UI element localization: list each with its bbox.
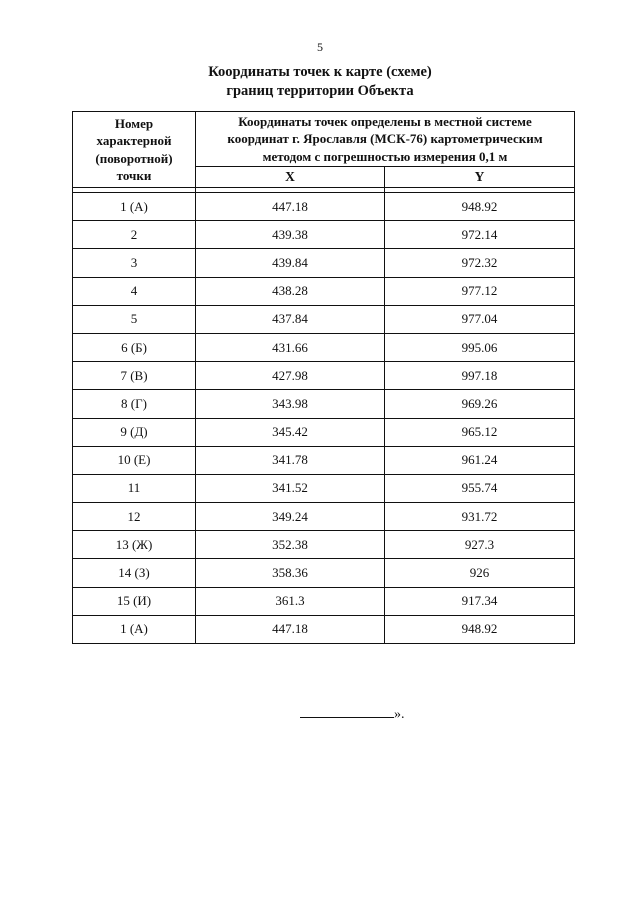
cell-point-number: 13 (Ж) bbox=[73, 531, 196, 559]
cell-y: 969.26 bbox=[385, 390, 575, 418]
cell-x: 447.18 bbox=[196, 193, 385, 221]
table-row bbox=[73, 277, 575, 305]
cell-x: 437.84 bbox=[196, 305, 385, 333]
cell-point-number: 2 bbox=[73, 221, 196, 249]
table-row bbox=[73, 446, 575, 474]
cell-x: 343.98 bbox=[196, 390, 385, 418]
table-row bbox=[73, 418, 575, 446]
cell-point-number: 3 bbox=[73, 249, 196, 277]
table-row bbox=[73, 221, 575, 249]
header-point-line-3: (поворотной) bbox=[95, 150, 173, 166]
cell-point-number: 15 (И) bbox=[73, 587, 196, 615]
cell-point-number: 1 (А) bbox=[73, 615, 196, 643]
cell-y: 977.12 bbox=[385, 277, 575, 305]
document-title bbox=[0, 63, 640, 101]
header-point-number bbox=[73, 112, 196, 188]
cell-y: 972.14 bbox=[385, 221, 575, 249]
cell-x: 341.52 bbox=[196, 474, 385, 502]
cell-point-number: 5 bbox=[73, 305, 196, 333]
cell-point-number: 9 (Д) bbox=[73, 418, 196, 446]
header-y: Y bbox=[385, 166, 575, 187]
cell-point-number: 4 bbox=[73, 277, 196, 305]
table-row bbox=[73, 615, 575, 643]
cell-x: 349.24 bbox=[196, 503, 385, 531]
cell-point-number: 11 bbox=[73, 474, 196, 502]
table-row bbox=[73, 193, 575, 221]
header-coords-line-3: методом с погрешностью измерения 0,1 м bbox=[262, 148, 508, 164]
closing-quote: ». bbox=[394, 707, 405, 722]
table-row bbox=[73, 503, 575, 531]
cell-y: 927.3 bbox=[385, 531, 575, 559]
cell-y: 961.24 bbox=[385, 446, 575, 474]
cell-y: 917.34 bbox=[385, 587, 575, 615]
cell-x: 358.36 bbox=[196, 559, 385, 587]
cell-point-number: 1 (А) bbox=[73, 193, 196, 221]
cell-x: 352.38 bbox=[196, 531, 385, 559]
page-number: 5 bbox=[317, 40, 323, 54]
header-point-line-2: характерной bbox=[96, 133, 172, 148]
cell-point-number: 14 (З) bbox=[73, 559, 196, 587]
cell-x: 341.78 bbox=[196, 446, 385, 474]
table-row bbox=[73, 333, 575, 361]
table-row bbox=[73, 390, 575, 418]
cell-y: 997.18 bbox=[385, 362, 575, 390]
cell-y: 977.04 bbox=[385, 305, 575, 333]
title-line-1: Координаты точек к карте (схеме) bbox=[208, 64, 432, 80]
table-row bbox=[73, 587, 575, 615]
footer-signature-line bbox=[300, 705, 405, 723]
cell-y: 948.92 bbox=[385, 615, 575, 643]
cell-x: 361.3 bbox=[196, 587, 385, 615]
cell-y: 972.32 bbox=[385, 249, 575, 277]
blank-line bbox=[300, 705, 394, 718]
table-row bbox=[73, 362, 575, 390]
cell-x: 431.66 bbox=[196, 333, 385, 361]
cell-point-number: 12 bbox=[73, 503, 196, 531]
table-row bbox=[73, 531, 575, 559]
title-line-2: границ территории Объекта bbox=[226, 83, 414, 99]
table-row bbox=[73, 249, 575, 277]
cell-x: 438.28 bbox=[196, 277, 385, 305]
cell-point-number: 7 (В) bbox=[73, 362, 196, 390]
header-coordinates bbox=[196, 112, 575, 167]
cell-y: 948.92 bbox=[385, 193, 575, 221]
cell-x: 345.42 bbox=[196, 418, 385, 446]
table-row bbox=[73, 559, 575, 587]
cell-x: 447.18 bbox=[196, 615, 385, 643]
cell-y: 931.72 bbox=[385, 503, 575, 531]
cell-y: 955.74 bbox=[385, 474, 575, 502]
cell-y: 965.12 bbox=[385, 418, 575, 446]
coordinates-table bbox=[72, 111, 575, 644]
header-coords-line-1: Координаты точек определены в местной системе bbox=[238, 113, 532, 129]
cell-point-number: 8 (Г) bbox=[73, 390, 196, 418]
header-point-line-1: Номер bbox=[114, 115, 154, 131]
cell-y: 995.06 bbox=[385, 333, 575, 361]
cell-x: 439.84 bbox=[196, 249, 385, 277]
header-x: X bbox=[196, 166, 385, 187]
cell-x: 427.98 bbox=[196, 362, 385, 390]
table-row bbox=[73, 305, 575, 333]
cell-x: 439.38 bbox=[196, 221, 385, 249]
header-coords-line-2: координат г. Ярославля (МСК-76) картометрическим bbox=[227, 131, 543, 147]
table-row bbox=[73, 474, 575, 502]
cell-point-number: 10 (Е) bbox=[73, 446, 196, 474]
header-point-line-4: точки bbox=[116, 168, 152, 183]
cell-point-number: 6 (Б) bbox=[73, 333, 196, 361]
cell-y: 926 bbox=[385, 559, 575, 587]
